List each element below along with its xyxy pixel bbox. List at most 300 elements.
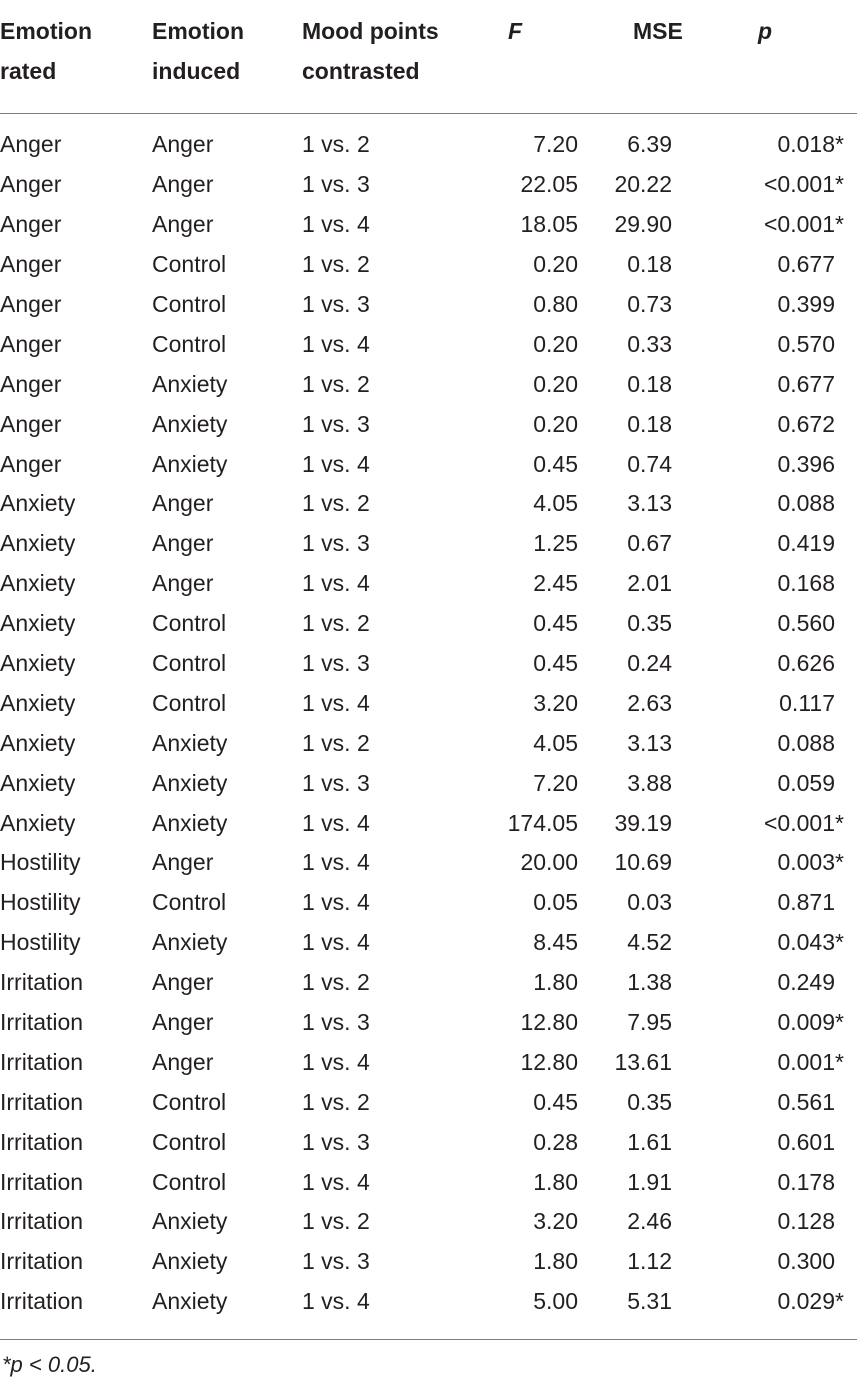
cell-mse xyxy=(578,843,696,883)
table-row xyxy=(0,1122,857,1162)
table-row xyxy=(0,723,857,763)
cell-f xyxy=(502,285,578,325)
cell-emotion-rated xyxy=(0,604,152,644)
cell-mse-value: 0.18 xyxy=(627,370,672,397)
cell-mood-points-value: 1 vs. 4 xyxy=(302,809,370,836)
cell-p-value: 0.059 xyxy=(777,769,835,796)
cell-emotion-rated xyxy=(0,843,152,883)
cell-p-value: 0.168 xyxy=(777,570,835,597)
cell-p xyxy=(696,444,857,484)
cell-f-value: 5.00 xyxy=(533,1288,578,1315)
cell-mood-points-value: 1 vs. 4 xyxy=(302,849,370,876)
cell-f-value: 18.05 xyxy=(520,211,578,238)
cell-emotion-rated xyxy=(0,803,152,843)
table-row xyxy=(0,883,857,923)
cell-emotion-rated-value: Irritation xyxy=(0,1168,84,1195)
cell-mood-points-value: 1 vs. 4 xyxy=(302,330,370,357)
cell-emotion-induced xyxy=(152,723,302,763)
cell-mood-points xyxy=(302,803,502,843)
cell-emotion-induced xyxy=(152,1202,302,1242)
cell-emotion-induced xyxy=(152,683,302,723)
cell-emotion-induced xyxy=(152,404,302,444)
cell-emotion-rated-value: Anger xyxy=(0,450,62,477)
cell-emotion-induced xyxy=(152,285,302,325)
cell-emotion-induced-value: Anxiety xyxy=(152,450,228,477)
table-row xyxy=(0,285,857,325)
cell-emotion-rated-value: Irritation xyxy=(0,1048,84,1075)
cell-mse xyxy=(578,963,696,1003)
cell-emotion-rated-value: Irritation xyxy=(0,1208,84,1235)
cell-f xyxy=(502,683,578,723)
cell-mse xyxy=(578,883,696,923)
cell-mse-value: 1.38 xyxy=(627,969,672,996)
table-row xyxy=(0,484,857,524)
cell-mse xyxy=(578,1282,696,1339)
table-row xyxy=(0,1282,857,1339)
cell-emotion-rated xyxy=(0,763,152,803)
cell-mse-value: 6.39 xyxy=(627,131,672,158)
cell-emotion-rated-value: Anxiety xyxy=(0,689,76,716)
cell-p xyxy=(696,524,857,564)
cell-mood-points-value: 1 vs. 2 xyxy=(302,370,370,397)
cell-f xyxy=(502,644,578,684)
cell-emotion-induced xyxy=(152,364,302,404)
cell-mse xyxy=(578,165,696,205)
cell-mood-points-value: 1 vs. 3 xyxy=(302,171,370,198)
cell-emotion-induced xyxy=(152,843,302,883)
cell-emotion-induced xyxy=(152,883,302,923)
cell-emotion-rated-value: Anger xyxy=(0,330,62,357)
cell-p xyxy=(696,883,857,923)
cell-f-value: 12.80 xyxy=(520,1009,578,1036)
cell-f-value: 174.05 xyxy=(507,809,578,836)
cell-emotion-induced-value: Anger xyxy=(152,969,214,996)
cell-mse xyxy=(578,683,696,723)
cell-emotion-rated xyxy=(0,324,152,364)
cell-mood-points-value: 1 vs. 2 xyxy=(302,131,370,158)
cell-f-value: 8.45 xyxy=(533,929,578,956)
cell-mse xyxy=(578,1162,696,1202)
cell-emotion-induced-value: Control xyxy=(152,1088,227,1115)
cell-f-value: 7.20 xyxy=(533,769,578,796)
cell-emotion-induced-value: Control xyxy=(152,1168,227,1195)
cell-p xyxy=(696,324,857,364)
table-row xyxy=(0,843,857,883)
cell-emotion-rated-value: Anger xyxy=(0,131,62,158)
significance-marker: * xyxy=(835,211,844,238)
cell-mood-points-value: 1 vs. 3 xyxy=(302,1128,370,1155)
cell-f-value: 7.20 xyxy=(533,131,578,158)
cell-mse xyxy=(578,484,696,524)
table-row xyxy=(0,245,857,285)
cell-emotion-rated-value: Irritation xyxy=(0,1288,84,1315)
cell-emotion-rated-value: Anger xyxy=(0,211,62,238)
cell-p-value: 0.001 xyxy=(777,1048,835,1075)
cell-f xyxy=(502,1122,578,1162)
cell-emotion-rated-value: Irritation xyxy=(0,1128,84,1155)
cell-mood-points-value: 1 vs. 4 xyxy=(302,450,370,477)
cell-emotion-induced-value: Control xyxy=(152,650,227,677)
cell-emotion-induced xyxy=(152,205,302,245)
cell-f xyxy=(502,843,578,883)
cell-f xyxy=(502,1162,578,1202)
cell-mood-points-value: 1 vs. 4 xyxy=(302,570,370,597)
cell-mse xyxy=(578,114,696,165)
table-row xyxy=(0,444,857,484)
cell-f-value: 4.05 xyxy=(533,729,578,756)
cell-mse-value: 0.18 xyxy=(627,410,672,437)
table-row xyxy=(0,604,857,644)
cell-p xyxy=(696,1242,857,1282)
cell-emotion-induced xyxy=(152,444,302,484)
cell-emotion-rated xyxy=(0,963,152,1003)
header-mood-points xyxy=(302,0,502,114)
cell-p-value: 0.419 xyxy=(777,530,835,557)
cell-mse-value: 10.69 xyxy=(614,849,672,876)
cell-emotion-rated-value: Anger xyxy=(0,410,62,437)
table-body xyxy=(0,114,857,1340)
cell-p xyxy=(696,644,857,684)
cell-f-value: 0.20 xyxy=(533,370,578,397)
header-mse: MSE xyxy=(578,0,696,114)
cell-emotion-rated-value: Irritation xyxy=(0,1248,84,1275)
cell-emotion-rated-value: Irritation xyxy=(0,1088,84,1115)
cell-emotion-rated-value: Anger xyxy=(0,370,62,397)
cell-mse xyxy=(578,1003,696,1043)
table-row xyxy=(0,524,857,564)
cell-mse-value: 7.95 xyxy=(627,1009,672,1036)
cell-p xyxy=(696,723,857,763)
cell-mse xyxy=(578,1122,696,1162)
significance-marker: * xyxy=(835,929,844,956)
cell-p-value: 0.570 xyxy=(777,330,835,357)
cell-f xyxy=(502,803,578,843)
cell-mood-points xyxy=(302,1042,502,1082)
cell-mse xyxy=(578,444,696,484)
cell-p-value: 0.088 xyxy=(777,729,835,756)
cell-emotion-rated xyxy=(0,1202,152,1242)
cell-mood-points-value: 1 vs. 4 xyxy=(302,1048,370,1075)
cell-emotion-induced xyxy=(152,1162,302,1202)
cell-p-value: 0.117 xyxy=(779,689,835,716)
cell-mse xyxy=(578,245,696,285)
cell-p-value: 0.677 xyxy=(777,370,835,397)
cell-p-value: 0.396 xyxy=(777,450,835,477)
cell-mood-points-value: 1 vs. 3 xyxy=(302,530,370,557)
cell-emotion-rated-value: Anxiety xyxy=(0,610,76,637)
cell-f-value: 12.80 xyxy=(520,1048,578,1075)
cell-emotion-induced-value: Anger xyxy=(152,131,214,158)
cell-f-value: 3.20 xyxy=(533,1208,578,1235)
cell-p-value: 0.626 xyxy=(777,650,835,677)
cell-emotion-induced-value: Control xyxy=(152,1128,227,1155)
cell-f-value: 0.20 xyxy=(533,251,578,278)
cell-p xyxy=(696,245,857,285)
cell-mood-points xyxy=(302,114,502,165)
cell-mse xyxy=(578,1242,696,1282)
cell-emotion-induced xyxy=(152,923,302,963)
cell-emotion-induced-value: Anger xyxy=(152,171,214,198)
table-row xyxy=(0,404,857,444)
cell-emotion-induced-value: Anxiety xyxy=(152,929,228,956)
cell-emotion-induced xyxy=(152,1282,302,1339)
cell-emotion-rated xyxy=(0,165,152,205)
cell-emotion-induced-value: Anxiety xyxy=(152,769,228,796)
cell-mse-value: 20.22 xyxy=(614,171,672,198)
cell-mse-value: 1.61 xyxy=(627,1128,672,1155)
cell-p-value: 0.399 xyxy=(777,291,835,317)
cell-emotion-induced xyxy=(152,763,302,803)
table-row xyxy=(0,683,857,723)
cell-mse-value: 0.73 xyxy=(627,291,672,317)
cell-f-value: 0.20 xyxy=(533,410,578,437)
cell-p-value: 0.672 xyxy=(777,410,835,437)
cell-emotion-rated-value: Hostility xyxy=(0,889,81,916)
cell-emotion-induced-value: Control xyxy=(152,889,227,916)
cell-p xyxy=(696,364,857,404)
cell-emotion-induced-value: Control xyxy=(152,610,227,637)
cell-p xyxy=(696,285,857,325)
cell-emotion-induced-value: Control xyxy=(152,251,227,278)
cell-mse xyxy=(578,723,696,763)
cell-f xyxy=(502,923,578,963)
cell-emotion-induced-value: Control xyxy=(152,330,227,357)
cell-mse-value: 0.67 xyxy=(627,530,672,557)
cell-emotion-induced xyxy=(152,165,302,205)
cell-f xyxy=(502,1003,578,1043)
cell-p xyxy=(696,1162,857,1202)
cell-mood-points-value: 1 vs. 3 xyxy=(302,291,370,317)
cell-p-value: <0.001 xyxy=(764,809,835,836)
table-header xyxy=(0,0,857,114)
header-f: F xyxy=(502,0,578,114)
cell-mood-points-value: 1 vs. 2 xyxy=(302,610,370,637)
significance-marker: * xyxy=(835,849,844,876)
cell-emotion-induced-value: Anxiety xyxy=(152,370,228,397)
cell-mse xyxy=(578,324,696,364)
cell-mse-value: 0.35 xyxy=(627,1088,672,1115)
significance-marker: * xyxy=(835,809,844,836)
cell-emotion-induced-value: Anger xyxy=(152,211,214,238)
cell-emotion-rated-value: Anger xyxy=(0,171,62,198)
cell-p xyxy=(696,843,857,883)
cell-mood-points xyxy=(302,1162,502,1202)
cell-p-value: 0.601 xyxy=(777,1128,835,1155)
cell-emotion-rated-value: Hostility xyxy=(0,849,81,876)
cell-p xyxy=(696,1202,857,1242)
cell-f-value: 1.80 xyxy=(533,1248,578,1275)
cell-mse-value: 13.61 xyxy=(614,1048,672,1075)
cell-mse-value: 29.90 xyxy=(614,211,672,238)
cell-mood-points xyxy=(302,444,502,484)
cell-emotion-induced xyxy=(152,114,302,165)
cell-p-value: 0.009 xyxy=(777,1009,835,1036)
cell-mse-value: 0.24 xyxy=(627,650,672,677)
cell-f xyxy=(502,1282,578,1339)
cell-p-value: 0.677 xyxy=(777,251,835,278)
cell-p-value: 0.300 xyxy=(777,1248,835,1275)
table-row xyxy=(0,564,857,604)
table-row xyxy=(0,205,857,245)
cell-emotion-induced xyxy=(152,1242,302,1282)
header-emotion-induced xyxy=(152,0,302,114)
cell-mse-value: 1.91 xyxy=(627,1168,672,1195)
cell-mse xyxy=(578,364,696,404)
cell-mood-points-value: 1 vs. 3 xyxy=(302,1248,370,1275)
cell-mood-points-value: 1 vs. 2 xyxy=(302,1208,370,1235)
cell-mse xyxy=(578,803,696,843)
cell-emotion-rated xyxy=(0,484,152,524)
cell-f xyxy=(502,963,578,1003)
cell-mood-points xyxy=(302,1122,502,1162)
cell-mood-points-value: 1 vs. 2 xyxy=(302,1088,370,1115)
cell-emotion-rated xyxy=(0,1122,152,1162)
cell-mse-value: 0.03 xyxy=(627,889,672,916)
cell-emotion-induced xyxy=(152,564,302,604)
cell-emotion-rated xyxy=(0,245,152,285)
cell-mood-points xyxy=(302,683,502,723)
cell-emotion-rated xyxy=(0,1082,152,1122)
cell-emotion-rated xyxy=(0,404,152,444)
cell-mse xyxy=(578,285,696,325)
cell-mood-points xyxy=(302,245,502,285)
table-row xyxy=(0,1042,857,1082)
cell-mood-points-value: 1 vs. 2 xyxy=(302,969,370,996)
cell-p-value: 0.003 xyxy=(777,849,835,876)
cell-emotion-rated-value: Irritation xyxy=(0,1009,84,1036)
cell-mood-points-value: 1 vs. 4 xyxy=(302,929,370,956)
table-row xyxy=(0,324,857,364)
cell-emotion-induced-value: Anxiety xyxy=(152,1288,228,1315)
cell-f xyxy=(502,883,578,923)
cell-p-value: 0.561 xyxy=(777,1088,835,1115)
cell-p xyxy=(696,564,857,604)
cell-mse-value: 3.13 xyxy=(627,729,672,756)
cell-mse-value: 3.88 xyxy=(627,769,672,796)
cell-emotion-induced xyxy=(152,604,302,644)
cell-p xyxy=(696,763,857,803)
cell-emotion-rated-value: Anxiety xyxy=(0,729,76,756)
cell-p-value: 0.178 xyxy=(777,1168,835,1195)
cell-f-value: 20.00 xyxy=(520,849,578,876)
cell-mood-points-value: 1 vs. 4 xyxy=(302,1168,370,1195)
cell-mood-points xyxy=(302,843,502,883)
cell-f xyxy=(502,245,578,285)
cell-f xyxy=(502,404,578,444)
table-row xyxy=(0,1003,857,1043)
significance-marker: * xyxy=(835,171,844,198)
cell-p xyxy=(696,963,857,1003)
cell-f-value: 0.28 xyxy=(533,1128,578,1155)
cell-f-value: 0.20 xyxy=(533,330,578,357)
cell-p xyxy=(696,404,857,444)
cell-emotion-rated xyxy=(0,524,152,564)
cell-mood-points-value: 1 vs. 3 xyxy=(302,1009,370,1036)
cell-mood-points-value: 1 vs. 3 xyxy=(302,769,370,796)
table-row xyxy=(0,364,857,404)
table-row xyxy=(0,923,857,963)
cell-mse-value: 5.31 xyxy=(627,1288,672,1315)
cell-p-value: 0.029 xyxy=(777,1288,835,1315)
table-row xyxy=(0,1162,857,1202)
cell-emotion-induced-value: Anxiety xyxy=(152,1248,228,1275)
cell-p xyxy=(696,1282,857,1339)
header-emotion-rated-line2: rated xyxy=(0,58,57,84)
significance-marker: * xyxy=(835,1288,844,1315)
cell-p xyxy=(696,1122,857,1162)
cell-f xyxy=(502,205,578,245)
cell-mse-value: 1.12 xyxy=(627,1248,672,1275)
cell-emotion-rated xyxy=(0,883,152,923)
cell-mood-points xyxy=(302,404,502,444)
cell-emotion-induced xyxy=(152,1082,302,1122)
cell-mse xyxy=(578,763,696,803)
cell-emotion-rated xyxy=(0,723,152,763)
cell-mood-points-value: 1 vs. 4 xyxy=(302,689,370,716)
cell-f xyxy=(502,165,578,205)
cell-mood-points xyxy=(302,285,502,325)
cell-emotion-rated xyxy=(0,923,152,963)
table-row xyxy=(0,644,857,684)
cell-mse xyxy=(578,564,696,604)
cell-emotion-induced-value: Anger xyxy=(152,1009,214,1036)
cell-mse-value: 2.46 xyxy=(627,1208,672,1235)
table-row xyxy=(0,763,857,803)
cell-f xyxy=(502,564,578,604)
cell-emotion-rated xyxy=(0,444,152,484)
cell-emotion-induced-value: Anger xyxy=(152,849,214,876)
cell-f-value: 4.05 xyxy=(533,490,578,517)
cell-mood-points xyxy=(302,963,502,1003)
cell-mse xyxy=(578,644,696,684)
cell-mood-points xyxy=(302,644,502,684)
cell-mood-points xyxy=(302,1202,502,1242)
cell-mood-points-value: 1 vs. 2 xyxy=(302,490,370,517)
table-row xyxy=(0,1202,857,1242)
cell-emotion-rated-value: Anger xyxy=(0,291,62,317)
cell-emotion-induced xyxy=(152,1042,302,1082)
cell-emotion-induced xyxy=(152,245,302,285)
cell-f xyxy=(502,114,578,165)
cell-p-value: 0.128 xyxy=(777,1208,835,1235)
cell-mse xyxy=(578,1082,696,1122)
cell-f-value: 2.45 xyxy=(533,570,578,597)
cell-f-value: 0.80 xyxy=(533,291,578,317)
cell-emotion-induced xyxy=(152,484,302,524)
cell-emotion-rated xyxy=(0,564,152,604)
cell-p xyxy=(696,803,857,843)
cell-emotion-rated xyxy=(0,1003,152,1043)
cell-mse xyxy=(578,923,696,963)
cell-f-value: 0.45 xyxy=(533,610,578,637)
cell-mood-points xyxy=(302,1003,502,1043)
header-emotion-induced-line1: Emotion xyxy=(152,18,244,44)
cell-mse xyxy=(578,1202,696,1242)
cell-p-value: 0.018 xyxy=(777,131,835,158)
cell-emotion-rated xyxy=(0,205,152,245)
table-row xyxy=(0,1242,857,1282)
cell-f-value: 0.05 xyxy=(533,889,578,916)
cell-f-value: 1.25 xyxy=(533,530,578,557)
cell-f-value: 1.80 xyxy=(533,1168,578,1195)
significance-marker: * xyxy=(835,1009,844,1036)
cell-emotion-induced-value: Anger xyxy=(152,1048,214,1075)
cell-emotion-rated-value: Anxiety xyxy=(0,769,76,796)
cell-mood-points xyxy=(302,883,502,923)
header-emotion-induced-line2: induced xyxy=(152,58,241,84)
cell-p xyxy=(696,604,857,644)
cell-mse xyxy=(578,404,696,444)
